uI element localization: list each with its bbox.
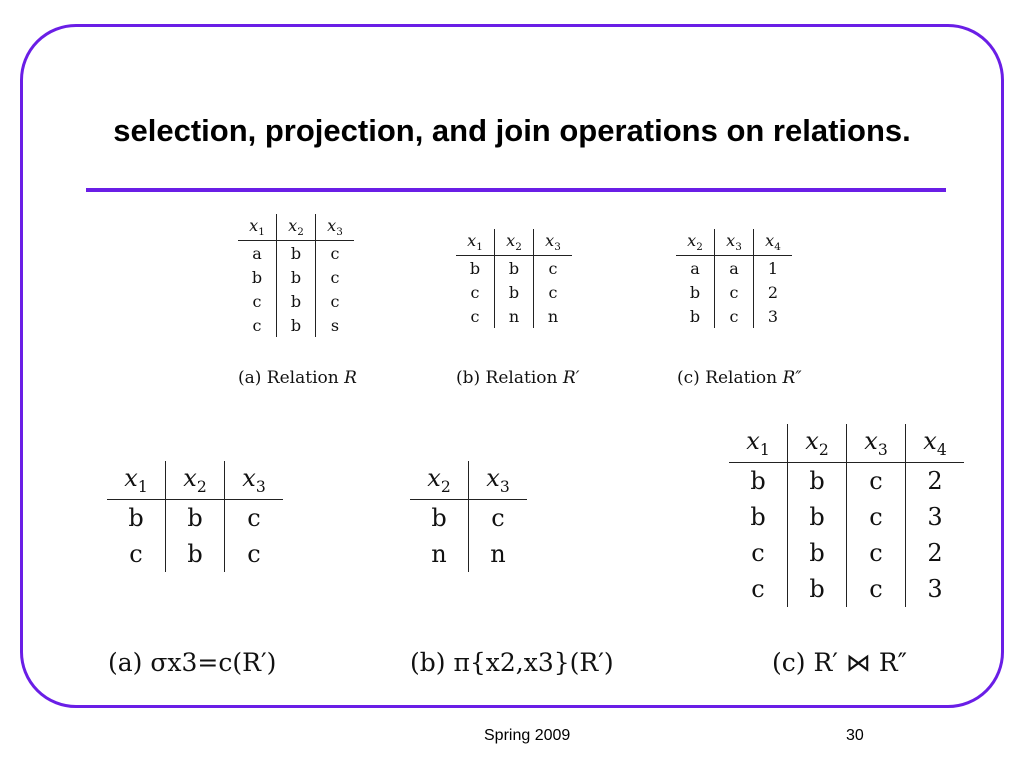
table-cell: b [277,289,316,313]
column-header: $x_3$ [847,424,906,463]
table-cell: b [238,265,277,289]
table-cell: c [330,267,340,287]
table-cell: c [330,243,340,263]
table-cell: c [847,535,906,571]
table-relation-r [238,214,354,337]
column-header: $x_2$ [788,424,847,463]
title-rule [86,188,946,192]
table-cell: n [547,306,559,326]
table-cell: c [247,504,261,532]
table-row [676,256,792,281]
table-row [238,313,354,337]
column-header: $x_2$ [166,461,225,500]
table-cell: b [729,463,788,500]
column-header: $x_4$ [906,424,965,463]
column-header: $x_4$ [754,229,793,256]
table-cell: n [410,536,469,572]
table-cell: 1 [767,258,779,278]
table-cell: 3 [927,503,943,531]
table-cell: b [456,256,495,281]
column-header: $x_3$ [225,461,284,500]
header-row [456,229,572,256]
table-selection-result [107,461,283,572]
table-cell: b [166,500,225,537]
table-cell: 2 [927,539,943,567]
caption-join: (c) R′ ⋈ R″ [772,648,908,677]
table-cell: 2 [767,282,779,302]
table-cell: c [847,571,906,607]
table-cell: c [715,280,754,304]
table-cell: b [410,500,469,537]
table-cell: b [788,571,847,607]
table-cell: b [788,463,847,500]
table-row [456,256,572,281]
table-cell: c [456,280,495,304]
table-row [410,500,527,537]
column-header: $x_2$ [676,229,715,256]
caption-relation-r-prime: (b) Relation R′ [456,368,580,388]
table-cell: c [238,289,277,313]
table-row [238,289,354,313]
table-row [729,499,964,535]
column-header: $x_3$ [316,214,355,241]
caption-relation-r: (a) Relation R [238,368,357,388]
table-cell: c [847,463,906,500]
table-cell: a [715,256,754,281]
table-projection-result [410,461,527,572]
table-cell: n [495,304,534,328]
table-cell: c [456,304,495,328]
table-row [410,536,527,572]
table-cell: n [490,540,506,568]
table-cell: c [548,282,558,302]
table-join-result [729,424,964,607]
table-cell: b [495,280,534,304]
table-cell: b [495,256,534,281]
table-row [456,280,572,304]
table-cell: a [238,241,277,266]
table-row [238,241,354,266]
caption-selection: (a) σx3=c(R′) [108,648,277,677]
table-cell: b [277,313,316,337]
table-relation-r-prime [456,229,572,328]
caption-relation-r-double-prime: (c) Relation R″ [677,368,802,388]
table-row [676,280,792,304]
table-row [729,463,964,500]
table-cell: a [676,256,715,281]
table-cell: c [847,499,906,535]
table-relation-r-double-prime [676,229,792,328]
table-cell: c [715,304,754,328]
table-cell: c [548,258,558,278]
table-cell: 3 [767,306,779,326]
header-row [107,461,283,500]
table-row [107,536,283,572]
column-header: $x_2$ [410,461,469,500]
footer-date: Spring 2009 [484,727,571,744]
column-header: $x_3$ [715,229,754,256]
table-cell: c [107,536,166,572]
header-row [238,214,354,241]
table-cell: 2 [927,467,943,495]
table-cell: c [729,535,788,571]
table-cell: b [277,265,316,289]
table-cell: b [277,241,316,266]
header-row [410,461,527,500]
table-cell: c [247,540,261,568]
caption-projection: (b) π{x2,x3}(R′) [410,648,614,677]
table-cell: b [729,499,788,535]
header-row [676,229,792,256]
table-cell: b [676,304,715,328]
footer-page-number: 30 [846,727,864,744]
table-cell: b [788,499,847,535]
column-header: $x_3$ [469,461,528,500]
table-cell: b [788,535,847,571]
table-cell: b [107,500,166,537]
column-header: $x_1$ [456,229,495,256]
table-row [729,535,964,571]
table-cell: b [676,280,715,304]
column-header: $x_2$ [277,214,316,241]
table-cell: c [729,571,788,607]
column-header: $x_2$ [495,229,534,256]
column-header: $x_1$ [729,424,788,463]
table-row [238,265,354,289]
column-header: $x_1$ [107,461,166,500]
table-cell: c [491,504,505,532]
column-header: $x_1$ [238,214,277,241]
table-cell: b [166,536,225,572]
table-row [676,304,792,328]
slide-title: selection, projection, and join operations on relations. [113,113,911,148]
table-row [107,500,283,537]
table-row [456,304,572,328]
header-row [729,424,964,463]
column-header: $x_3$ [534,229,573,256]
table-cell: s [330,315,340,335]
table-cell: 3 [927,575,943,603]
table-cell: c [238,313,277,337]
table-cell: c [330,291,340,311]
table-row [729,571,964,607]
